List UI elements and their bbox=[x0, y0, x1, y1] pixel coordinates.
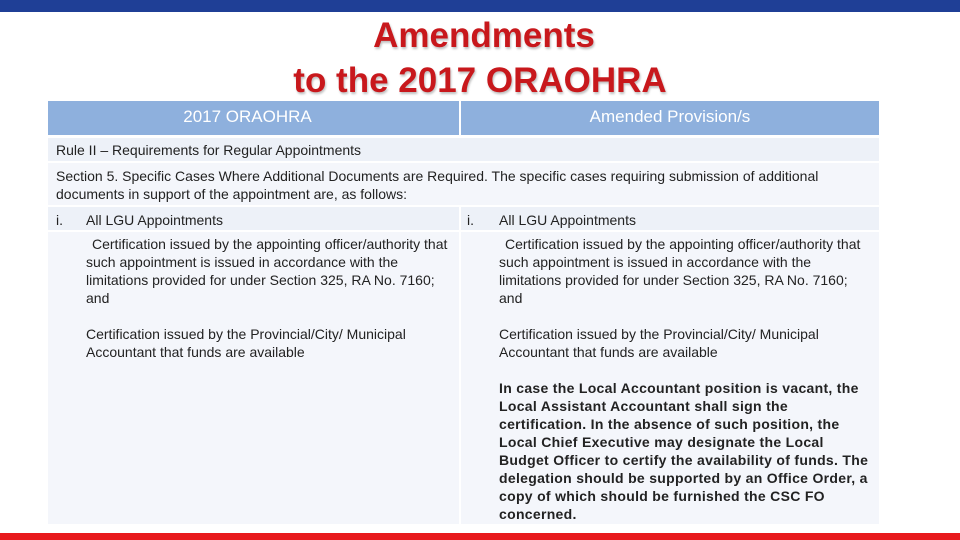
title-line-2: to the 2017 ORAOHRA bbox=[293, 61, 667, 100]
left-paragraph-2: Certification issued by the Provincial/City/ Municipal Accountant that funds are available bbox=[86, 326, 406, 360]
left-item-number: i. bbox=[56, 212, 63, 228]
left-paragraph-1: Certification issued by the appointing officer/authority that such appointment is issued in accordance with the limitations provided for under Section 325, RA No. 7160; and bbox=[86, 236, 448, 306]
right-item-number: i. bbox=[467, 212, 474, 228]
right-item-row bbox=[461, 207, 879, 230]
right-item-title: All LGU Appointments bbox=[499, 212, 636, 228]
rule-row bbox=[48, 138, 879, 161]
right-paragraph-2: Certification issued by the Provincial/City/ Municipal Accountant that funds are available bbox=[499, 326, 819, 360]
section-row bbox=[48, 163, 879, 205]
title-line-1: Amendments bbox=[373, 16, 595, 55]
right-body-cell bbox=[461, 232, 879, 524]
top-accent-bar bbox=[0, 0, 960, 12]
left-item-row bbox=[48, 207, 459, 230]
rule-text: Rule II – Requirements for Regular Appointments bbox=[56, 142, 362, 158]
header-amended-provisions bbox=[461, 101, 879, 135]
header-label-right: Amended Provision/s bbox=[589, 107, 751, 126]
left-item-title: All LGU Appointments bbox=[86, 212, 223, 228]
left-body-cell bbox=[48, 232, 459, 524]
header-label-left: 2017 ORAOHRA bbox=[183, 107, 312, 126]
bottom-accent-bar bbox=[0, 533, 960, 540]
right-paragraph-1: Certification issued by the appointing officer/authority that such appointment is issued in accordance with the limitations provided for under Section 325, RA No. 7160; and bbox=[499, 236, 861, 306]
right-paragraph-3-amendment: In case the Local Accountant position is vacant, the Local Assistant Accountant shall sign the certification. In the absence of such position, the Local Chief Executive may designate the Local Budget Officer to certify the availability of funds. The delegation should be supported by an Office Order, a copy of which should be furnished the CSC FO concerned. bbox=[499, 380, 869, 522]
header-2017-oraohra bbox=[48, 101, 459, 135]
section-text: Section 5. Specific Cases Where Additional Documents are Required. The specific cases requiring submission of additional documents in support of the appointment are, as follows: bbox=[56, 168, 819, 202]
